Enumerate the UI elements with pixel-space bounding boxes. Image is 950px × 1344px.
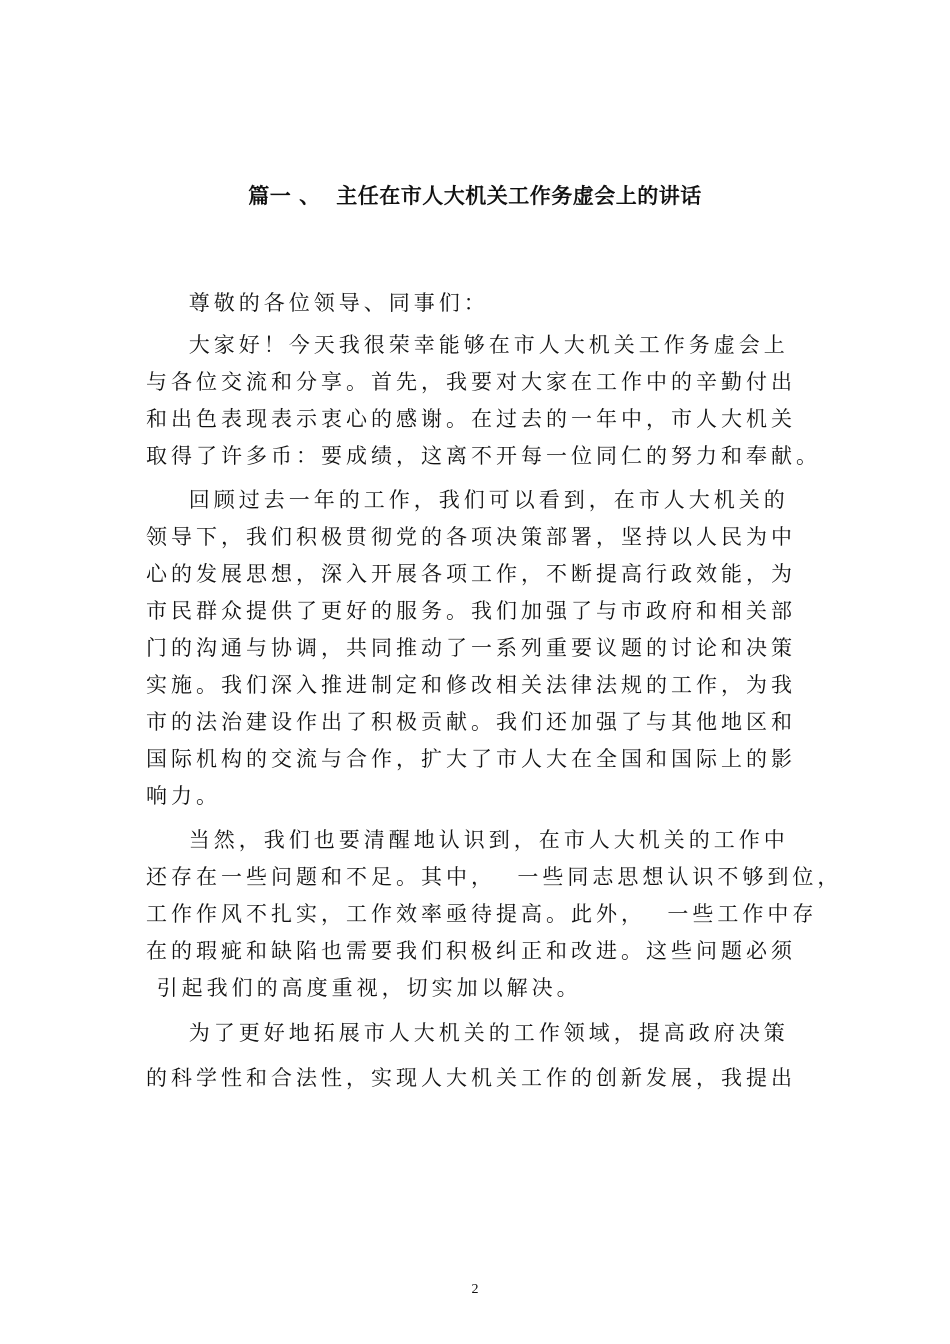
text-line: 和出色表现表示衷心的感谢。在过去的一年中，市人大机关 — [146, 407, 796, 431]
text-line: 实施。我们深入推进制定和修改相关法律法规的工作，为我 — [146, 673, 796, 697]
text-line: 心的发展思想，深入开展各项工作，不断提高行政效能，为 — [146, 562, 796, 586]
text-line: 引起我们的高度重视，切实加以解决。 — [146, 976, 582, 1000]
text-line: 市的法治建设作出了积极贡献。我们还加强了与其他地区和 — [146, 710, 796, 734]
text-line: 为了更好地拓展市人大机关的工作领域，提高政府决策 — [146, 1021, 789, 1045]
text-line: 当然，我们也要清醒地认识到，在市人大机关的工作中 — [146, 828, 789, 852]
text-line: 的科学性和合法性，实现人大机关工作的创新发展，我提出 — [146, 1066, 796, 1090]
text-line: 工作作风不扎实，工作效率亟待提高。此外， 一些工作中存 — [146, 902, 818, 926]
text-line: 回顾过去一年的工作，我们可以看到，在市人大机关的 — [146, 488, 789, 512]
document-title: 篇一 、 主任在市人大机关工作务虚会上的讲话 — [248, 184, 702, 208]
text-line: 与各位交流和分享。首先，我要对大家在工作中的辛勤付出 — [146, 370, 796, 394]
text-line: 还存在一些问题和不足。其中， 一些同志思想认识不够到位， — [146, 865, 843, 889]
text-line: 在的瑕疵和缺陷也需要我们积极纠正和改进。这些问题必须 — [146, 939, 796, 963]
page-number: 2 — [471, 1282, 479, 1297]
text-line: 门的沟通与协调，共同推动了一系列重要议题的讨论和决策 — [146, 636, 796, 660]
text-line: 大家好！今天我很荣幸能够在市人大机关工作务虚会上 — [146, 333, 789, 357]
text-line: 响力。 — [146, 784, 221, 808]
text-line: 市民群众提供了更好的服务。我们加强了与市政府和相关部 — [146, 599, 796, 623]
text-line: 尊敬的各位领导、同事们： — [146, 291, 489, 315]
text-line: 取得了许多币：要成绩，这离不开每一位同仁的努力和奉献。 — [146, 444, 821, 468]
text-line: 国际机构的交流与合作，扩大了市人大在全国和国际上的影 — [146, 747, 796, 771]
text-line: 领导下，我们积极贯彻党的各项决策部署，坚持以人民为中 — [146, 525, 796, 549]
